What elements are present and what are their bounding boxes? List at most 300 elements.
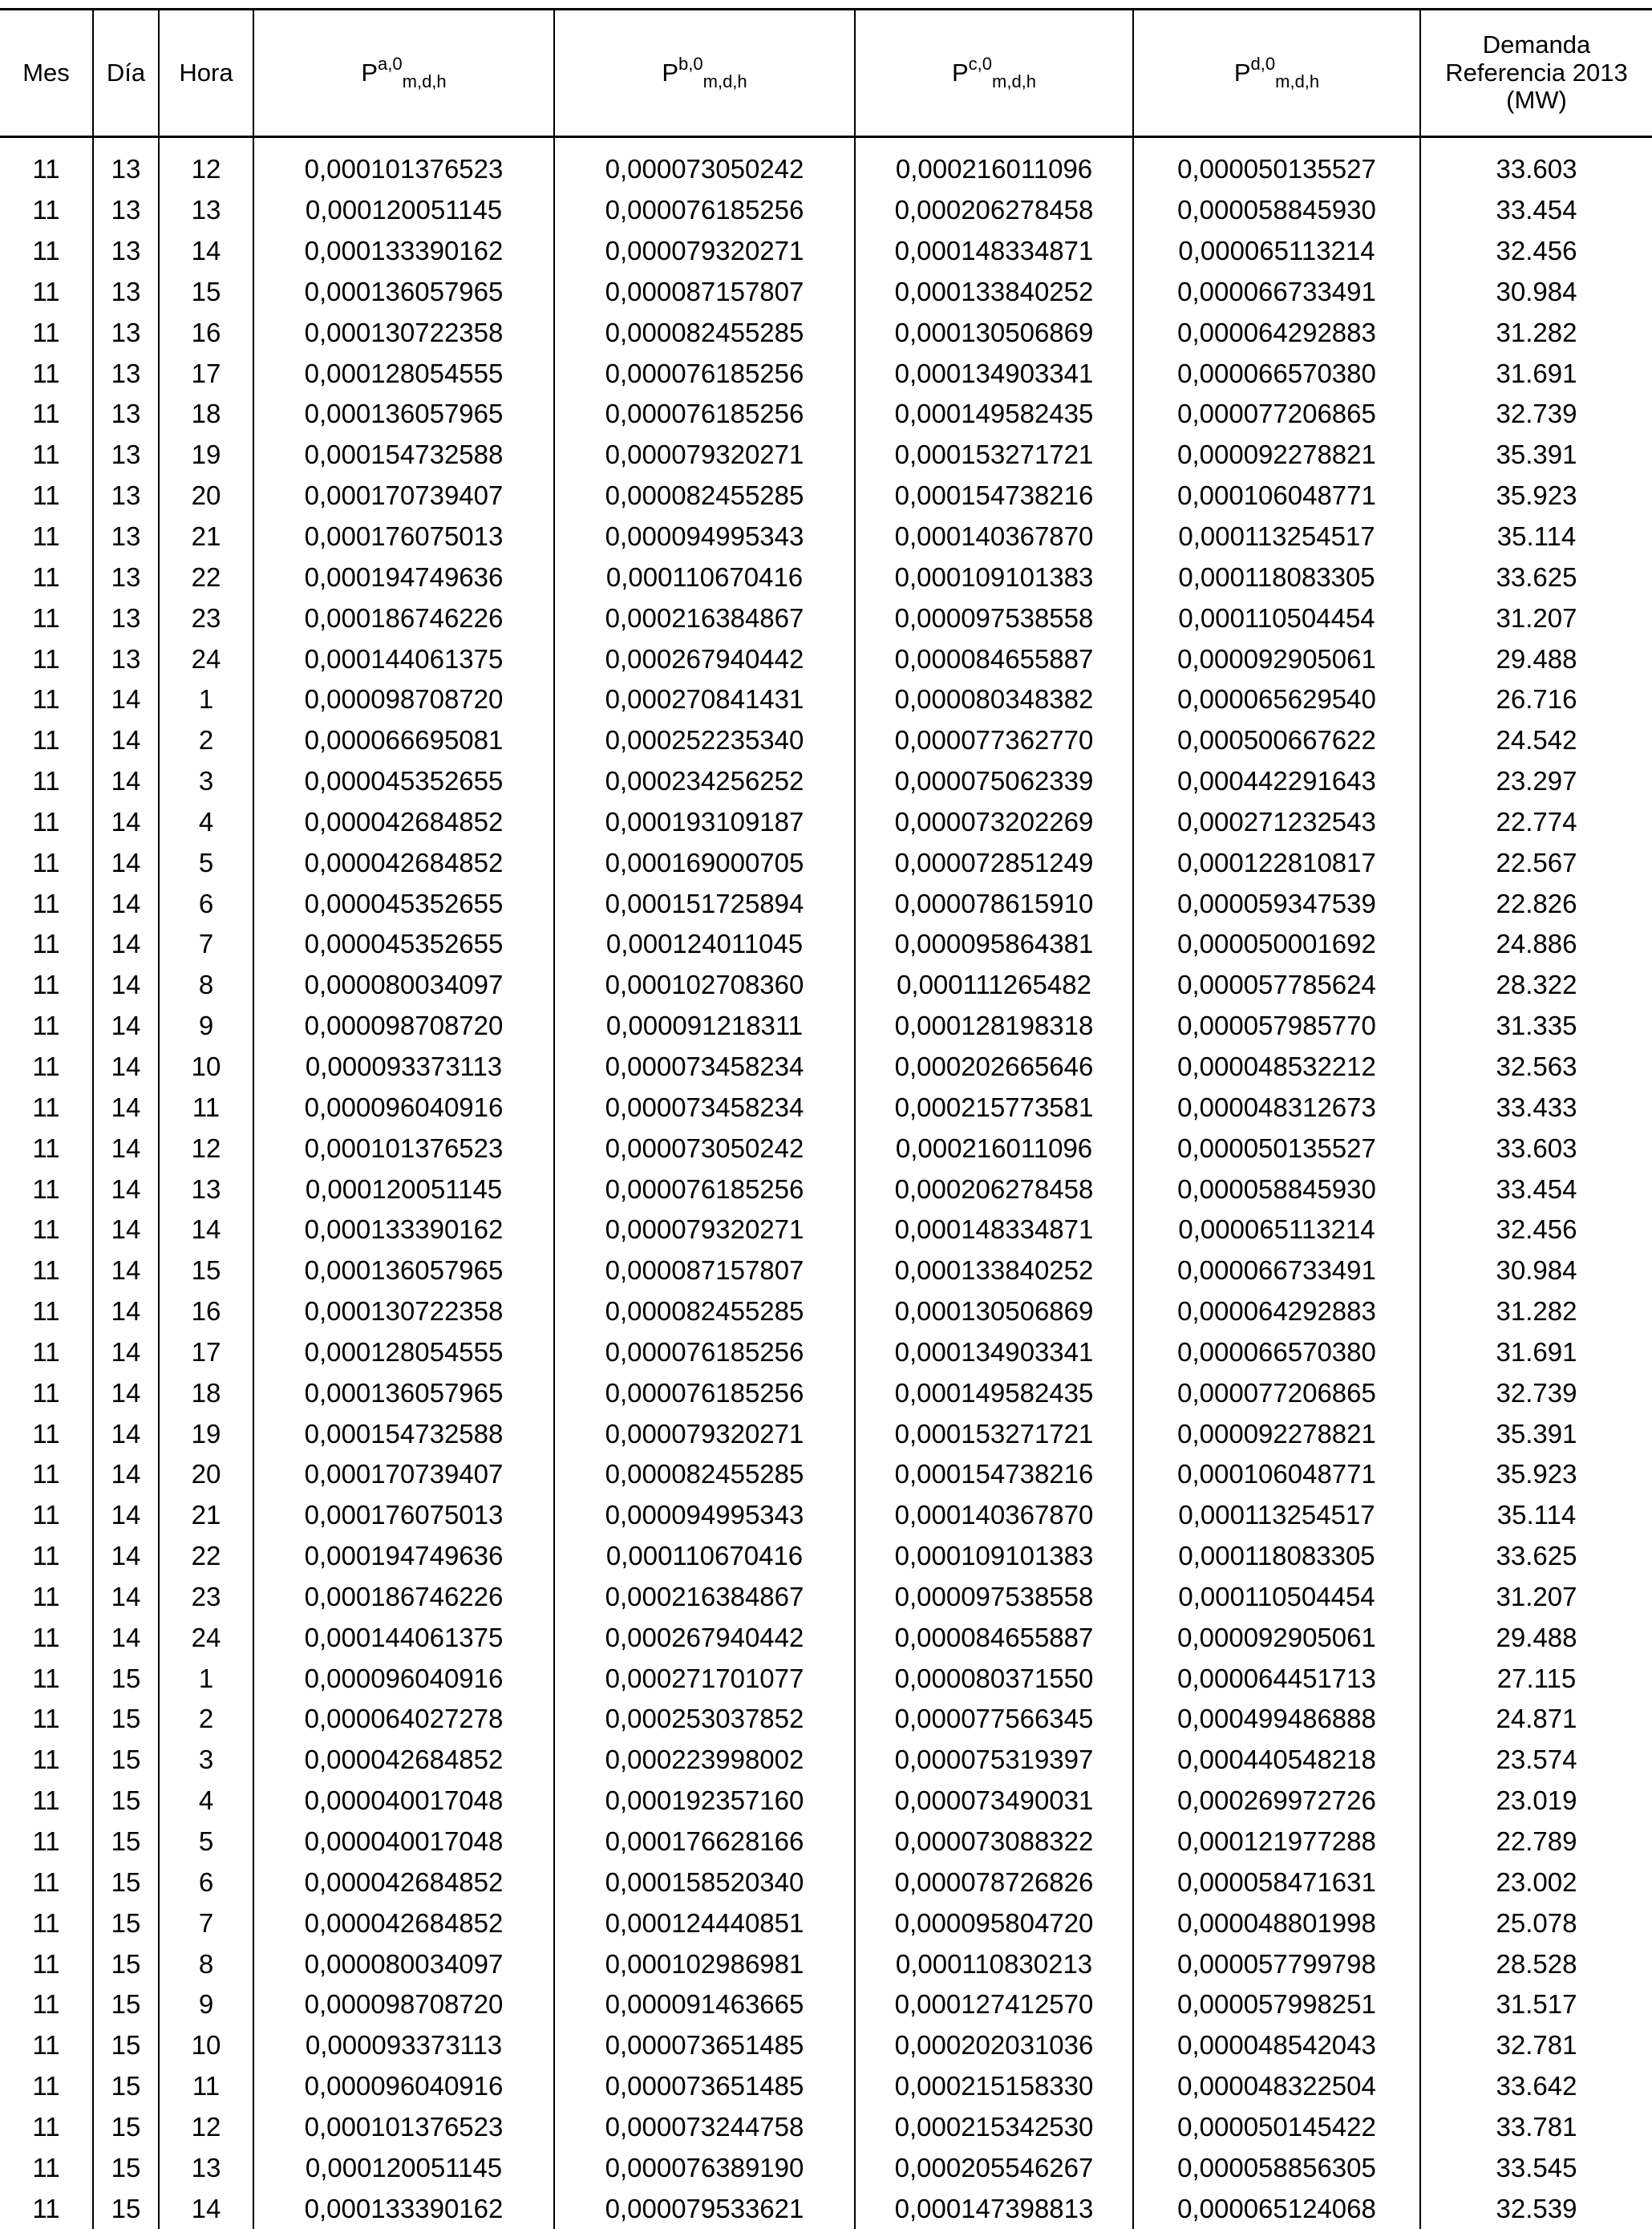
- dia-cell: 14: [93, 1087, 159, 1128]
- pd-cell: 0,000050001692: [1133, 924, 1420, 965]
- pb-cell: 0,000076185256: [554, 190, 855, 231]
- pb-cell: 0,000079320271: [554, 435, 855, 476]
- pd-cell: 0,000064292883: [1133, 312, 1420, 353]
- pa-cell: 0,000098708720: [253, 679, 554, 720]
- pa-cell: 0,000154732588: [253, 435, 554, 476]
- demanda-cell: 31.691: [1420, 1331, 1652, 1372]
- header-row: [0, 10, 1652, 137]
- header-pb-sub: m,d,h: [703, 71, 747, 91]
- header-hora: Hora: [159, 10, 253, 137]
- mes-cell: 11: [0, 598, 93, 638]
- hora-cell: 17: [159, 1331, 253, 1372]
- pb-cell: 0,000151725894: [554, 883, 855, 924]
- demanda-cell: 24.886: [1420, 924, 1652, 965]
- demanda-cell: 30.984: [1420, 1250, 1652, 1291]
- demanda-cell: 28.528: [1420, 1943, 1652, 1984]
- pb-cell: 0,000073244758: [554, 2107, 855, 2148]
- dia-cell: 14: [93, 1006, 159, 1047]
- dia-cell: 15: [93, 1658, 159, 1699]
- pb-cell: 0,000192357160: [554, 1781, 855, 1822]
- hora-cell: 16: [159, 312, 253, 353]
- pa-cell: 0,000096040916: [253, 2066, 554, 2107]
- pc-cell: 0,000078726826: [855, 1862, 1133, 1903]
- table-row: [0, 1250, 1652, 1291]
- pc-cell: 0,000073490031: [855, 1781, 1133, 1822]
- hora-cell: 22: [159, 1536, 253, 1577]
- dia-cell: 13: [93, 394, 159, 435]
- dia-cell: 15: [93, 1862, 159, 1903]
- hora-cell: 24: [159, 638, 253, 679]
- pb-cell: 0,000267940442: [554, 1617, 855, 1658]
- table-row: [0, 1047, 1652, 1088]
- demanda-cell: 23.297: [1420, 761, 1652, 802]
- hora-cell: 14: [159, 1210, 253, 1250]
- table-row: [0, 1495, 1652, 1536]
- mes-cell: 11: [0, 1047, 93, 1088]
- dia-cell: 13: [93, 517, 159, 557]
- hora-cell: 1: [159, 1658, 253, 1699]
- header-pc-sup: c,0: [969, 54, 992, 74]
- pa-cell: 0,000096040916: [253, 1087, 554, 1128]
- pc-cell: 0,000154738216: [855, 1454, 1133, 1495]
- mes-cell: 11: [0, 1454, 93, 1495]
- demanda-cell: 22.826: [1420, 883, 1652, 924]
- dia-cell: 14: [93, 679, 159, 720]
- dia-cell: 15: [93, 2066, 159, 2107]
- table-row: [0, 1006, 1652, 1047]
- pa-cell: 0,000144061375: [253, 1617, 554, 1658]
- pc-cell: 0,000134903341: [855, 1331, 1133, 1372]
- table-row: [0, 1454, 1652, 1495]
- pd-cell: 0,000066570380: [1133, 353, 1420, 394]
- pb-cell: 0,000076185256: [554, 1331, 855, 1372]
- hora-cell: 15: [159, 1250, 253, 1291]
- demanda-cell: 22.567: [1420, 842, 1652, 883]
- pd-cell: 0,000121977288: [1133, 1822, 1420, 1862]
- mes-cell: 11: [0, 1291, 93, 1332]
- hora-cell: 10: [159, 2025, 253, 2066]
- pa-cell: 0,000128054555: [253, 1331, 554, 1372]
- pd-cell: 0,000118083305: [1133, 557, 1420, 598]
- demanda-cell: 22.774: [1420, 802, 1652, 843]
- pb-cell: 0,000079320271: [554, 1413, 855, 1454]
- header-mes: Mes: [0, 10, 93, 137]
- mes-cell: 11: [0, 190, 93, 231]
- pa-cell: 0,000176075013: [253, 517, 554, 557]
- dia-cell: 13: [93, 638, 159, 679]
- header-pd-sub: m,d,h: [1275, 71, 1319, 91]
- pd-cell: 0,000106048771: [1133, 476, 1420, 517]
- hora-cell: 12: [159, 2107, 253, 2148]
- mes-cell: 11: [0, 272, 93, 313]
- dia-cell: 15: [93, 1822, 159, 1862]
- hora-cell: 18: [159, 1372, 253, 1413]
- pa-cell: 0,000042684852: [253, 802, 554, 843]
- demanda-cell: 31.282: [1420, 1291, 1652, 1332]
- dia-cell: 15: [93, 2147, 159, 2188]
- dia-cell: 14: [93, 1291, 159, 1332]
- pb-cell: 0,000094995343: [554, 517, 855, 557]
- pb-cell: 0,000110670416: [554, 557, 855, 598]
- pa-cell: 0,000042684852: [253, 1862, 554, 1903]
- pc-cell: 0,000133840252: [855, 272, 1133, 313]
- pb-cell: 0,000087157807: [554, 272, 855, 313]
- pa-cell: 0,000133390162: [253, 1210, 554, 1250]
- pa-cell: 0,000101376523: [253, 2107, 554, 2148]
- pa-cell: 0,000186746226: [253, 1577, 554, 1618]
- table-row: [0, 1169, 1652, 1210]
- demanda-cell: 32.539: [1420, 2188, 1652, 2229]
- hora-cell: 6: [159, 1862, 253, 1903]
- table-row: [0, 965, 1652, 1006]
- pd-cell: 0,000065629540: [1133, 679, 1420, 720]
- hora-cell: 13: [159, 1169, 253, 1210]
- hora-cell: 4: [159, 1781, 253, 1822]
- pb-cell: 0,000076185256: [554, 353, 855, 394]
- table-row: [0, 2147, 1652, 2188]
- mes-cell: 11: [0, 1006, 93, 1047]
- table-row: [0, 312, 1652, 353]
- pb-cell: 0,000079533621: [554, 2188, 855, 2229]
- dia-cell: 13: [93, 476, 159, 517]
- pc-cell: 0,000080371550: [855, 1658, 1133, 1699]
- pa-cell: 0,000120051145: [253, 2147, 554, 2188]
- mes-cell: 11: [0, 394, 93, 435]
- hora-cell: 1: [159, 679, 253, 720]
- data-table: [0, 8, 1652, 2229]
- mes-cell: 11: [0, 1210, 93, 1250]
- pc-cell: 0,000109101383: [855, 1536, 1133, 1577]
- pa-cell: 0,000120051145: [253, 190, 554, 231]
- demanda-cell: 33.454: [1420, 190, 1652, 231]
- dia-cell: 15: [93, 1740, 159, 1781]
- hora-cell: 16: [159, 1291, 253, 1332]
- table-row: [0, 1331, 1652, 1372]
- pb-cell: 0,000176628166: [554, 1822, 855, 1862]
- pd-cell: 0,000440548218: [1133, 1740, 1420, 1781]
- hora-cell: 10: [159, 1047, 253, 1088]
- hora-cell: 12: [159, 149, 253, 190]
- table-row: [0, 1903, 1652, 1943]
- demanda-cell: 33.781: [1420, 2107, 1652, 2148]
- mes-cell: 11: [0, 842, 93, 883]
- hora-cell: 5: [159, 1822, 253, 1862]
- pc-cell: 0,000084655887: [855, 1617, 1133, 1658]
- pb-cell: 0,000073050242: [554, 1128, 855, 1169]
- dia-cell: 14: [93, 720, 159, 761]
- pd-cell: 0,000122810817: [1133, 842, 1420, 883]
- table-row: [0, 1781, 1652, 1822]
- table-row: [0, 1617, 1652, 1658]
- mes-cell: 11: [0, 312, 93, 353]
- table-row: [0, 2188, 1652, 2229]
- pa-cell: 0,000130722358: [253, 1291, 554, 1332]
- mes-cell: 11: [0, 1087, 93, 1128]
- demanda-cell: 32.563: [1420, 1047, 1652, 1088]
- mes-cell: 11: [0, 149, 93, 190]
- pd-cell: 0,000066733491: [1133, 272, 1420, 313]
- mes-cell: 11: [0, 1169, 93, 1210]
- pd-cell: 0,000113254517: [1133, 1495, 1420, 1536]
- pa-cell: 0,000042684852: [253, 842, 554, 883]
- pa-cell: 0,000144061375: [253, 638, 554, 679]
- mes-cell: 11: [0, 2147, 93, 2188]
- dia-cell: 14: [93, 1413, 159, 1454]
- pa-cell: 0,000045352655: [253, 883, 554, 924]
- pd-cell: 0,000077206865: [1133, 1372, 1420, 1413]
- dia-cell: 13: [93, 190, 159, 231]
- pc-cell: 0,000153271721: [855, 435, 1133, 476]
- pa-cell: 0,000176075013: [253, 1495, 554, 1536]
- mes-cell: 11: [0, 557, 93, 598]
- table-body: [0, 137, 1652, 2229]
- table-row: [0, 1210, 1652, 1250]
- pd-cell: 0,000050145422: [1133, 2107, 1420, 2148]
- pd-cell: 0,000065113214: [1133, 1210, 1420, 1250]
- table-row: [0, 883, 1652, 924]
- pa-cell: 0,000194749636: [253, 557, 554, 598]
- mes-cell: 11: [0, 679, 93, 720]
- pd-cell: 0,000048322504: [1133, 2066, 1420, 2107]
- table-row: [0, 1577, 1652, 1618]
- pb-cell: 0,000169000705: [554, 842, 855, 883]
- pc-cell: 0,000077566345: [855, 1699, 1133, 1740]
- demanda-cell: 30.984: [1420, 272, 1652, 313]
- pd-cell: 0,000048801998: [1133, 1903, 1420, 1943]
- demanda-cell: 26.716: [1420, 679, 1652, 720]
- mes-cell: 11: [0, 638, 93, 679]
- pb-cell: 0,000091218311: [554, 1006, 855, 1047]
- mes-cell: 11: [0, 1943, 93, 1984]
- table-row: [0, 1699, 1652, 1740]
- pa-cell: 0,000120051145: [253, 1169, 554, 1210]
- pd-cell: 0,000500667622: [1133, 720, 1420, 761]
- mes-cell: 11: [0, 1658, 93, 1699]
- pc-cell: 0,000075319397: [855, 1740, 1133, 1781]
- dia-cell: 14: [93, 1331, 159, 1372]
- dia-cell: 14: [93, 1169, 159, 1210]
- dia-cell: 15: [93, 1781, 159, 1822]
- mes-cell: 11: [0, 1699, 93, 1740]
- header-pc: [855, 10, 1133, 137]
- hora-cell: 18: [159, 394, 253, 435]
- hora-cell: 23: [159, 1577, 253, 1618]
- pb-cell: 0,000076185256: [554, 394, 855, 435]
- pa-cell: 0,000098708720: [253, 1984, 554, 2025]
- mes-cell: 11: [0, 517, 93, 557]
- table-row: [0, 1087, 1652, 1128]
- header-pd: [1133, 10, 1420, 137]
- pd-cell: 0,000077206865: [1133, 394, 1420, 435]
- pa-cell: 0,000133390162: [253, 2188, 554, 2229]
- dia-cell: 13: [93, 312, 159, 353]
- table-row: [0, 1984, 1652, 2025]
- pb-cell: 0,000082455285: [554, 476, 855, 517]
- pb-cell: 0,000079320271: [554, 1210, 855, 1250]
- mes-cell: 11: [0, 924, 93, 965]
- hora-cell: 14: [159, 231, 253, 272]
- table-row: [0, 435, 1652, 476]
- dia-cell: 13: [93, 557, 159, 598]
- demanda-cell: 25.078: [1420, 1903, 1652, 1943]
- pa-cell: 0,000042684852: [253, 1903, 554, 1943]
- pc-cell: 0,000127412570: [855, 1984, 1133, 2025]
- pa-cell: 0,000170739407: [253, 1454, 554, 1495]
- table-row: [0, 1536, 1652, 1577]
- dia-cell: 14: [93, 802, 159, 843]
- pc-cell: 0,000073088322: [855, 1822, 1133, 1862]
- demanda-cell: 33.625: [1420, 1536, 1652, 1577]
- header-demanda-line2: Referencia 2013: [1445, 59, 1628, 87]
- mes-cell: 11: [0, 965, 93, 1006]
- pb-cell: 0,000082455285: [554, 1291, 855, 1332]
- header-pc-sub: m,d,h: [992, 71, 1036, 91]
- mes-cell: 11: [0, 1250, 93, 1291]
- demanda-cell: 32.739: [1420, 1372, 1652, 1413]
- pc-cell: 0,000110830213: [855, 1943, 1133, 1984]
- table-row: [0, 1372, 1652, 1413]
- mes-cell: 11: [0, 1822, 93, 1862]
- table-row: [0, 190, 1652, 231]
- hora-cell: 7: [159, 1903, 253, 1943]
- dia-cell: 14: [93, 924, 159, 965]
- header-pc-base: P: [952, 59, 969, 87]
- hora-cell: 19: [159, 1413, 253, 1454]
- pb-cell: 0,000223998002: [554, 1740, 855, 1781]
- pc-cell: 0,000072851249: [855, 842, 1133, 883]
- dia-cell: 13: [93, 598, 159, 638]
- table-row: [0, 353, 1652, 394]
- demanda-cell: 35.391: [1420, 1413, 1652, 1454]
- pa-cell: 0,000136057965: [253, 1250, 554, 1291]
- pc-cell: 0,000149582435: [855, 394, 1133, 435]
- table-row: [0, 679, 1652, 720]
- mes-cell: 11: [0, 2107, 93, 2148]
- pd-cell: 0,000057998251: [1133, 1984, 1420, 2025]
- pd-cell: 0,000058856305: [1133, 2147, 1420, 2188]
- pd-cell: 0,000092905061: [1133, 1617, 1420, 1658]
- mes-cell: 11: [0, 761, 93, 802]
- header-demanda-line1: Demanda: [1483, 30, 1590, 59]
- pd-cell: 0,000048312673: [1133, 1087, 1420, 1128]
- demanda-cell: 24.542: [1420, 720, 1652, 761]
- header-demanda: [1420, 10, 1652, 137]
- pb-cell: 0,000073651485: [554, 2025, 855, 2066]
- hora-cell: 2: [159, 720, 253, 761]
- pb-cell: 0,000124440851: [554, 1903, 855, 1943]
- demanda-cell: 33.603: [1420, 1128, 1652, 1169]
- pb-cell: 0,000216384867: [554, 598, 855, 638]
- pd-cell: 0,000065113214: [1133, 231, 1420, 272]
- pc-cell: 0,000077362770: [855, 720, 1133, 761]
- header-pa: [253, 10, 554, 137]
- pc-cell: 0,000205546267: [855, 2147, 1133, 2188]
- hora-cell: 8: [159, 965, 253, 1006]
- table-row: [0, 842, 1652, 883]
- hora-cell: 19: [159, 435, 253, 476]
- pc-cell: 0,000148334871: [855, 1210, 1133, 1250]
- pa-cell: 0,000101376523: [253, 1128, 554, 1169]
- table-row: [0, 1740, 1652, 1781]
- table-row: [0, 1822, 1652, 1862]
- dia-cell: 15: [93, 1984, 159, 2025]
- mes-cell: 11: [0, 720, 93, 761]
- mes-cell: 11: [0, 1128, 93, 1169]
- header-pa-sup: a,0: [378, 54, 403, 74]
- dia-cell: 14: [93, 1128, 159, 1169]
- header-spacer-row: [0, 137, 1652, 150]
- hora-cell: 8: [159, 1943, 253, 1984]
- pa-cell: 0,000040017048: [253, 1781, 554, 1822]
- pd-cell: 0,000065124068: [1133, 2188, 1420, 2229]
- table-row: [0, 598, 1652, 638]
- mes-cell: 11: [0, 2188, 93, 2229]
- pb-cell: 0,000079320271: [554, 231, 855, 272]
- table-row: [0, 517, 1652, 557]
- hora-cell: 22: [159, 557, 253, 598]
- dia-cell: 14: [93, 1454, 159, 1495]
- pb-cell: 0,000094995343: [554, 1495, 855, 1536]
- pa-cell: 0,000042684852: [253, 1740, 554, 1781]
- mes-cell: 11: [0, 1781, 93, 1822]
- pc-cell: 0,000153271721: [855, 1413, 1133, 1454]
- pc-cell: 0,000216011096: [855, 149, 1133, 190]
- hora-cell: 4: [159, 802, 253, 843]
- mes-cell: 11: [0, 2066, 93, 2107]
- pa-cell: 0,000064027278: [253, 1699, 554, 1740]
- pc-cell: 0,000109101383: [855, 557, 1133, 598]
- hora-cell: 15: [159, 272, 253, 313]
- pc-cell: 0,000111265482: [855, 965, 1133, 1006]
- pc-cell: 0,000202665646: [855, 1047, 1133, 1088]
- dia-cell: 15: [93, 1943, 159, 1984]
- pa-cell: 0,000186746226: [253, 598, 554, 638]
- dia-cell: 14: [93, 842, 159, 883]
- pb-cell: 0,000158520340: [554, 1862, 855, 1903]
- pa-cell: 0,000194749636: [253, 1536, 554, 1577]
- hora-cell: 9: [159, 1984, 253, 2025]
- demanda-cell: 28.322: [1420, 965, 1652, 1006]
- pc-cell: 0,000133840252: [855, 1250, 1133, 1291]
- dia-cell: 14: [93, 1047, 159, 1088]
- demanda-cell: 33.545: [1420, 2147, 1652, 2188]
- table-row: [0, 1128, 1652, 1169]
- hora-cell: 21: [159, 517, 253, 557]
- dia-cell: 13: [93, 231, 159, 272]
- pd-cell: 0,000118083305: [1133, 1536, 1420, 1577]
- hora-cell: 9: [159, 1006, 253, 1047]
- dia-cell: 14: [93, 883, 159, 924]
- table-row: [0, 2025, 1652, 2066]
- table-row: [0, 231, 1652, 272]
- header-pa-base: P: [361, 59, 378, 87]
- pc-cell: 0,000130506869: [855, 1291, 1133, 1332]
- pb-cell: 0,000091463665: [554, 1984, 855, 2025]
- pd-cell: 0,000058845930: [1133, 1169, 1420, 1210]
- header-demanda-line3: (MW): [1506, 86, 1567, 114]
- pd-cell: 0,000092905061: [1133, 638, 1420, 679]
- pc-cell: 0,000215773581: [855, 1087, 1133, 1128]
- demanda-cell: 31.691: [1420, 353, 1652, 394]
- demanda-cell: 31.282: [1420, 312, 1652, 353]
- pd-cell: 0,000058845930: [1133, 190, 1420, 231]
- table-row: [0, 1658, 1652, 1699]
- pc-cell: 0,000130506869: [855, 312, 1133, 353]
- demanda-cell: 24.871: [1420, 1699, 1652, 1740]
- table-row: [0, 394, 1652, 435]
- pc-cell: 0,000095804720: [855, 1903, 1133, 1943]
- dia-cell: 13: [93, 435, 159, 476]
